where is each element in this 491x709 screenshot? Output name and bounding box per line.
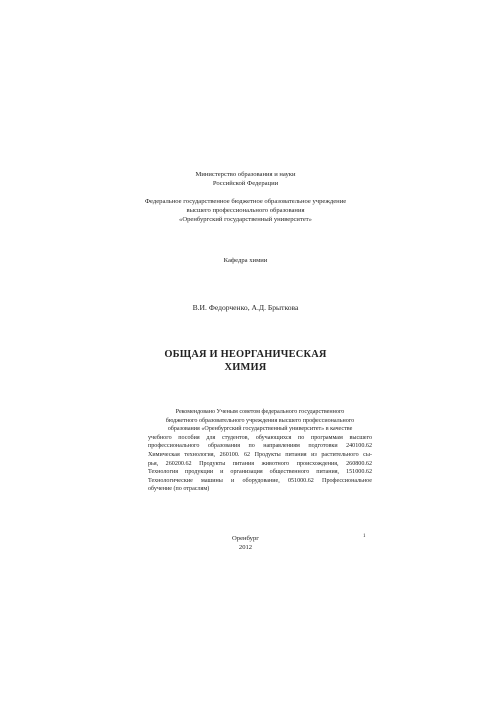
recommendation-line: образования «Оренбургский государственный университет» в качестве [167, 426, 353, 433]
recommendation-line: Технология продукции и организация общественного питания, 151000.62 [148, 469, 372, 476]
ministry-line: Министерство образования и науки [195, 171, 296, 178]
ministry-line: Российской Федерации [212, 180, 279, 187]
recommendation-line: обучение (по отраслям) [148, 486, 210, 493]
university-line: «Оренбургский государственный университет» [179, 216, 312, 223]
university-heading [0, 197, 491, 224]
recommendation-line: Химическая технология, 260100. 62 Продукты питания из растительного сы- [148, 451, 372, 458]
recommendation-line: профессионального образования по направлениям подготовки 240100.62 [148, 443, 372, 450]
university-line: высшего профессионального образования [186, 207, 305, 214]
page-number: 1 [363, 534, 366, 539]
recommendation-line: Рекомендовано Ученым советом федерального государственного [175, 409, 345, 415]
publication-year: 2012 [238, 544, 253, 551]
publication-footer [0, 534, 491, 552]
department-name: Кафедра химии [223, 257, 268, 264]
university-line: Федеральное государственное бюджетное образовательное учреждение [144, 198, 347, 205]
ministry-heading [0, 170, 491, 188]
title-line: ХИМИЯ [224, 362, 267, 373]
recommendation-line: бюджетного образовательного учреждения высшего профессионального [165, 417, 355, 424]
authors: В.И. Федорченко, А.Д. Брыткова [192, 303, 299, 312]
book-title [0, 348, 491, 374]
publication-city: Оренбург [232, 535, 259, 542]
recommendation-line: Технологические машины и оборудование, 051000.62 Профессиональное [148, 477, 372, 484]
recommendation-text [148, 408, 372, 494]
recommendation-line: учебного пособия для студентов, обучающихся по программам высшего [148, 434, 372, 441]
title-line: ОБЩАЯ И НЕОРГАНИЧЕСКАЯ [164, 349, 327, 360]
recommendation-line: рья, 260200.62 Продукты питания животного происхождения, 260800.62 [148, 460, 372, 467]
